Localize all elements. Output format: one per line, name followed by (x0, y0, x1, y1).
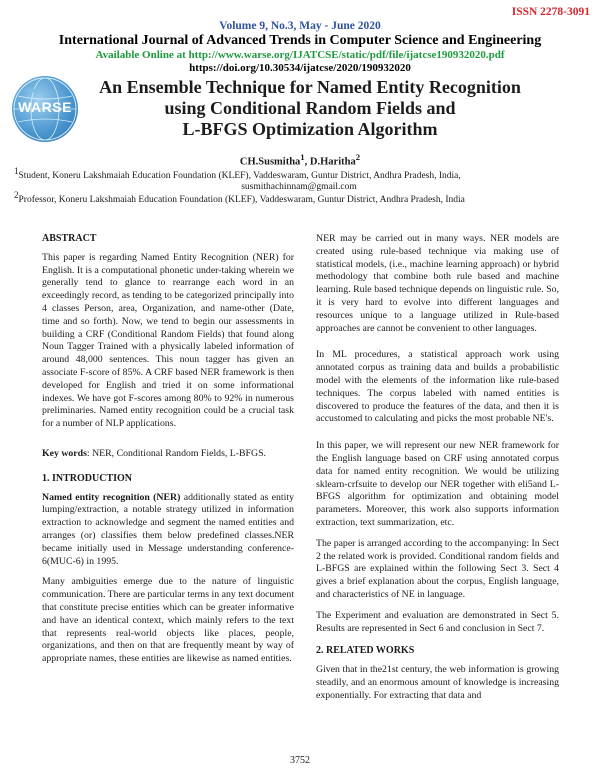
related-works-heading: 2. RELATED WORKS (316, 645, 415, 657)
right-paragraph-6: Given that in the21st century, the web information is growing steadily, and an enormous amount of knowledge is increasing exponentially. For extracting that data and (316, 664, 559, 701)
journal-header (0, 19, 600, 75)
author-2-sup: 2 (355, 152, 361, 162)
right-column (316, 233, 559, 711)
intro-paragraph-1 (42, 492, 294, 569)
right-paragraph-5: The Experiment and evaluation are demonstrated in Sect 5. Results are represented in Sect 6 and conclusion in Sect 7. (316, 609, 559, 634)
author-1: CH.Susmitha (239, 156, 301, 168)
intro-paragraph-2: Many ambiguities emerge due to the nature of linguistic communication. There are particular terms in any text document that constitute precise entities which can be greater informative and have an identical context, which mainly refers to the text that represents real-world objects like places, people, organizations, and then on that are frequently meant by way of appropriate names, these entities are likewise as named entities. (42, 576, 294, 665)
available-online-link[interactable]: Available Online at http://www.warse.org/IJATCSE/static/pdf/file/ijatcse190932020.pdf (95, 49, 505, 61)
abstract-heading: ABSTRACT (42, 233, 97, 244)
left-column (42, 233, 294, 674)
abstract-text: This paper is regarding Named Entity Recognition (NER) for English. It is a computational phonetic under-taking wherein we generally tend to glance to rearrange each word in an exceedingly record, as tending to be categorized principally into 4 classes Person, area, Organization, and name-other (Date, time and so forth). Now, we tend to begin our assessments in building a CRF (Conditional Random Fields) that found along Noun Tagger Trained with a physically labeled information of around 48,000 sentences. This noun tagger has given an associate F-score of 85%. A CRF based NER framework is then developed for English and tried it on some informational indexes. We have got F-scores among 80% to 92% in numerous preliminaries. Named entity recognition could be a crucial task for a number of NLP applications. (42, 251, 294, 430)
doi-link[interactable]: https://doi.org/10.30534/ijatcse/2020/190932020 (189, 62, 411, 74)
author-sep: , (304, 156, 310, 168)
author-email[interactable]: susmithachinnam@gmail.com (241, 182, 357, 193)
aff-2-text: Professor, Koneru Lakshmaiah Education Foundation (KLEF), Vaddeswaram, Guntur District, Andhra Pradesh, India (18, 195, 465, 206)
intro-p1-text: additionally stated as entity lumping/extraction, a notable strategy utilized in information extraction to acknowledge and segment the named entities and arranges (or) classifies them below predefined classes.NER became initially used in Message understanding conference-6(MUC-6) in 1995. (42, 491, 294, 567)
right-paragraph-1: NER may be carried out in many ways. NER models are created using rule-based technique via making use of statistical models, (i.e., machine learning approach) or hybrid methodology that combine both rule based and machine learning. Rule based technique depends on linguistic rule. So, it is very hard to evolve into different languages and resources unique to a language utilized in Rule-based approaches are cannot be convenient to other languages. (316, 233, 559, 334)
intro-bold-term: Named entity recognition (NER) (42, 491, 181, 503)
journal-name: International Journal of Advanced Trends in Computer Science and Engineering (58, 33, 542, 48)
title-line-1: An Ensemble Technique for Named Entity Recognition (99, 77, 521, 97)
keywords-text: : NER, Conditional Random Fields, L-BFGS. (86, 447, 266, 459)
affiliation-2 (14, 190, 584, 206)
logo-text: WARSE (18, 99, 72, 115)
author-1-sup: 1 (300, 152, 305, 162)
title-line-3: L-BFGS Optimization Algorithm (182, 119, 438, 139)
aff-1-num: 1 (14, 166, 19, 176)
warse-logo (12, 76, 78, 142)
intro-heading: 1. INTRODUCTION (42, 472, 133, 484)
aff-1-text: Student, Koneru Lakshmaiah Education Foundation (KLEF), Vaddeswaram, Guntur District, Andhra Pradesh, India, (18, 171, 461, 182)
page-number: 3752 (290, 755, 310, 766)
volume-line: Volume 9, No.3, May - June 2020 (219, 20, 381, 32)
keywords-label: Key words (42, 447, 87, 459)
keywords (42, 448, 294, 461)
paper-title (80, 77, 540, 140)
aff-2-num: 2 (14, 190, 19, 200)
author-2: D.Haritha (309, 156, 356, 168)
right-paragraph-3: In this paper, we will represent our new NER framework for the English language based on CRF using annotated corpus data for named entity recognition. We would be utilizing sklearn-crfsuite to develop our NER together with eli5and L-BFGS algorithm for optimization and obtaining model parameters. Moreover, this work also supports information extraction, text summarization, etc. (316, 440, 559, 528)
issn-label: ISSN 2278-3091 (511, 6, 590, 18)
title-line-2: using Conditional Random Fields and (164, 98, 456, 118)
right-paragraph-4: The paper is arranged according to the accompanying: In Sect 2 the related work is provided. Conditional random fields and L-BFGS are explained within the following Sect 3. Sect 4 gives a brief explanation about the corpus, English language, and characteristics of NE in language. (316, 537, 559, 600)
right-paragraph-2: In ML procedures, a statistical approach work using annotated corpus as training data and builds a probabilistic model with the elements of the information like rule-based techniques. The corpus labeled with named entities is discovered to produce the features of the data, and then it is accustomed to calculating and picks the most probable NE's. (316, 349, 559, 425)
